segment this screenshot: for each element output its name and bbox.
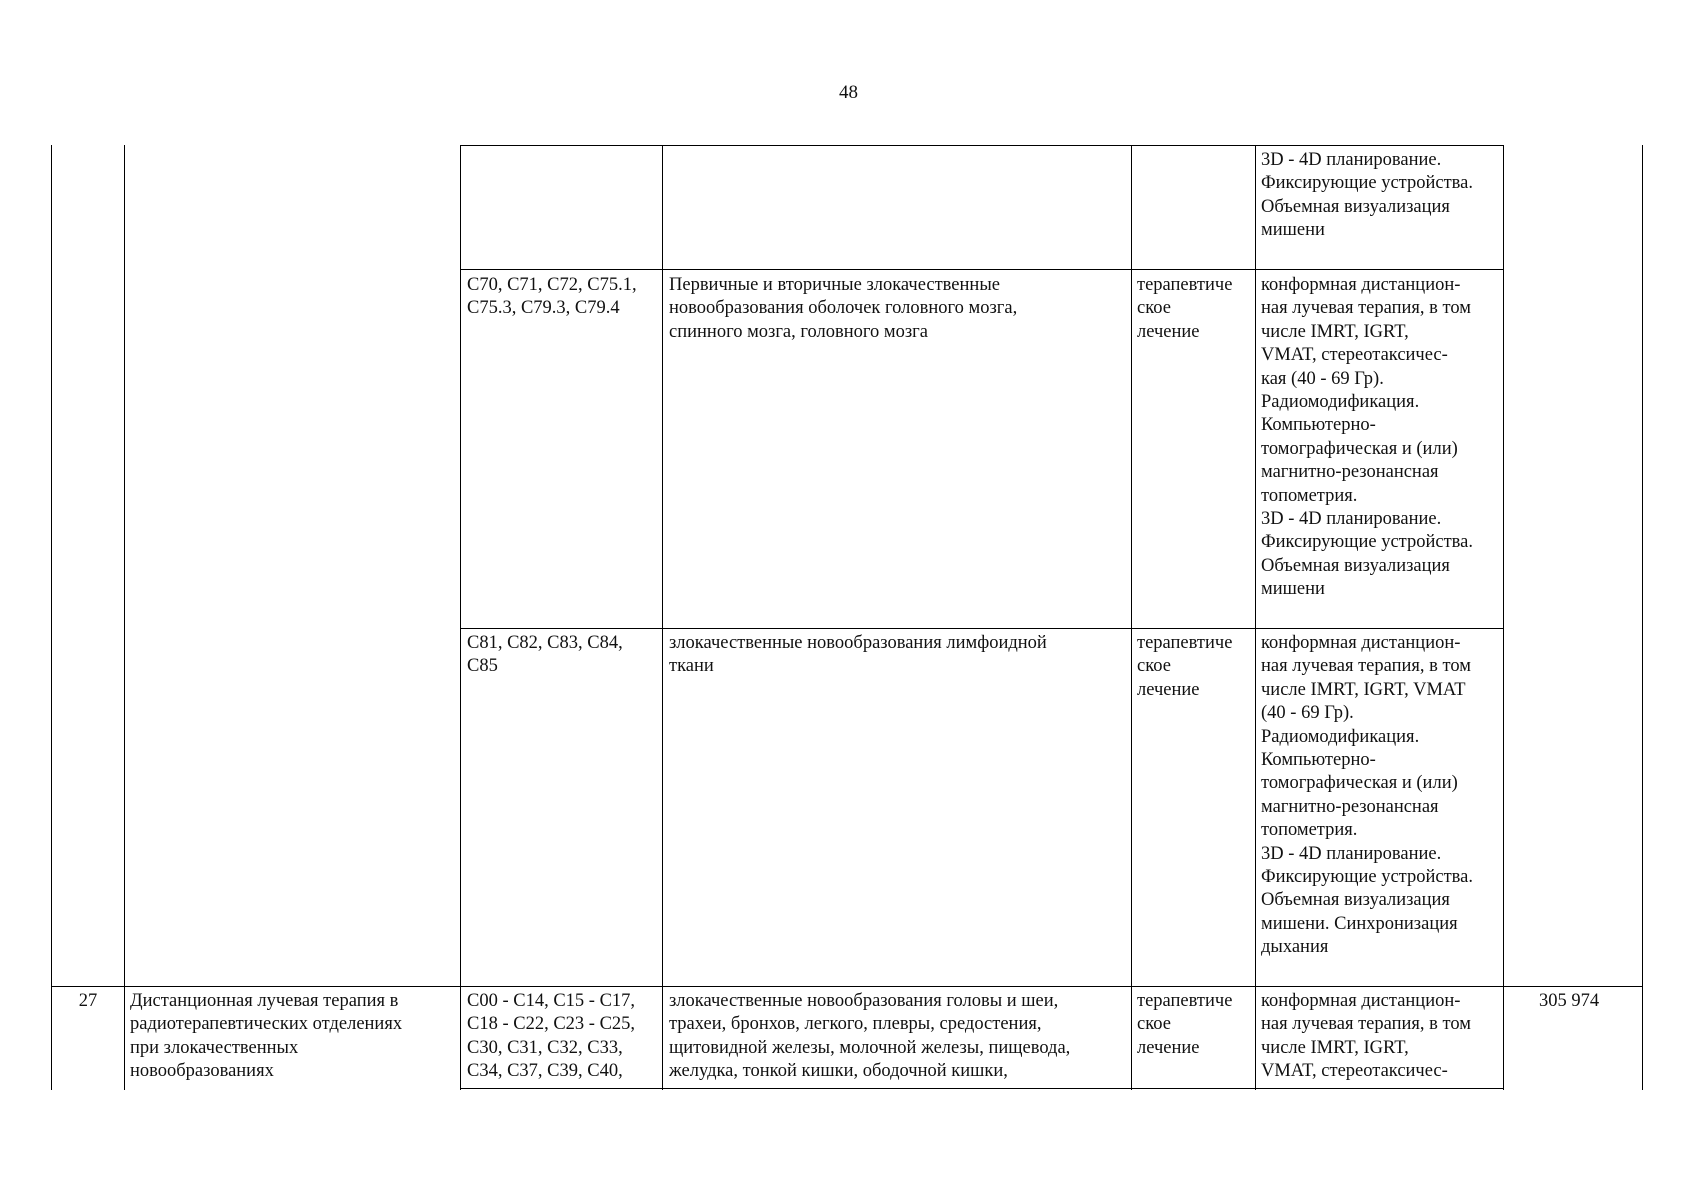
table-cell-diagnosis: злокачественные новообразования головы и шеи, трахеи, бронхов, легкого, плевры, средостения, щитовидной железы, молочной железы, пищевода, желудка, тонкой кишки, ободочной кишки, xyxy=(669,991,1071,1082)
table-row-divider xyxy=(51,986,1643,987)
table-col-divider xyxy=(460,145,461,1090)
table-row-divider xyxy=(460,1088,1504,1089)
table-border-left xyxy=(51,145,52,1090)
table-cell-diagnosis: злокачественные новообразования лимфоидной ткани xyxy=(669,633,1047,677)
table-cell-cost: 305 974 xyxy=(1538,991,1600,1011)
table-row-divider xyxy=(460,145,1504,146)
table-col-divider xyxy=(1255,145,1256,1090)
table-cell-codes: C81, C82, C83, C84, C85 xyxy=(467,633,623,677)
table-col-divider xyxy=(1503,145,1504,1090)
table-cell-codes: C70, C71, C72, C75.1, C75.3, C79.3, C79.4 xyxy=(467,275,637,319)
table-cell-method: конформная дистанцион- ная лучевая терапия, в том числе IMRT, IGRT, VMAT, стереотаксичес- кая (40 - 69 Гр). Радиомодификация. Компьютерно- томографическая и (или) магнитно-резонансная топометрия. 3D - 4D планирование. Фиксирующие устройства. Объемная визуализация мишени xyxy=(1261,275,1474,600)
table-cell-diagnosis: Первичные и вторичные злокачественные новообразования оболочек головного мозга, спинного мозга, головного мозга xyxy=(669,275,1018,342)
table-border-right xyxy=(1642,145,1643,1090)
table-cell-method: конформная дистанцион- ная лучевая терапия, в том числе IMRT, IGRT, VMAT, стереотаксичес- xyxy=(1261,991,1471,1082)
table-col-divider xyxy=(1131,145,1132,1090)
table-row-divider xyxy=(460,269,1504,270)
table-row-divider xyxy=(460,628,1504,629)
table-cell-method: конформная дистанцион- ная лучевая терапия, в том числе IMRT, IGRT, VMAT (40 - 69 Гр). Радиомодификация. Компьютерно- томографическая и (или) магнитно-резонансная топометрия. 3D - 4D планирование. Фиксирующие устройства. Объемная визуализация мишени. Синхронизация дыхания xyxy=(1261,633,1474,958)
table-col-divider xyxy=(662,145,663,1090)
table-cell-row-number: 27 xyxy=(78,991,98,1011)
table-cell-treatment-type: терапевтиче ское лечение xyxy=(1137,991,1233,1058)
table-cell-treatment-type: терапевтиче ское лечение xyxy=(1137,275,1233,342)
table-cell-title: Дистанционная лучевая терапия в радиотерапевтических отделениях при злокачественных новообразованиях xyxy=(130,991,403,1082)
page-number: 48 xyxy=(839,82,858,103)
table-cell-method: 3D - 4D планирование. Фиксирующие устройства. Объемная визуализация мишени xyxy=(1261,150,1474,241)
table-cell-codes: C00 - C14, C15 - C17, C18 - C22, C23 - C25, C30, C31, C32, C33, C34, C37, C39, C40, xyxy=(467,991,636,1082)
table-cell-treatment-type: терапевтиче ское лечение xyxy=(1137,633,1233,700)
table-col-divider xyxy=(124,145,125,1090)
